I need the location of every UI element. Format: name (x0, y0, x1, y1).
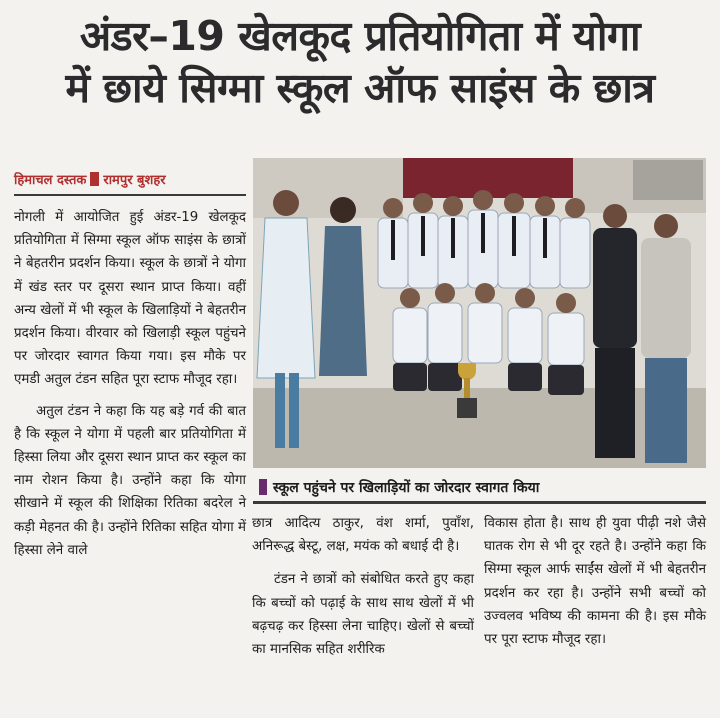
article-paragraph-5: विकास होता है। साथ ही युवा पीढ़ी नशे जैसे घातक रोग से भी दूर रहते है। उन्होंने कहा कि सिग्मा स्कूल आर्फ साईंस खेलों में भी बेहतरीन प्रदर्शन कर रहा है। उन्होंने सभी बच्चों को उज्वलव भविष्य की कामना की है। इस मौके पर पूरा स्टाफ मौजूद रहा। (484, 516, 706, 648)
byline-separator-square (90, 172, 99, 186)
article-paragraph-1: नोगली में आयोजित हुई अंडर-19 खेलकूद प्रतियोगिता में सिग्मा स्कूल ऑफ साइंस के छात्रों ने बेहतरीन प्रदर्शन किया। स्कूल के छात्रों ने योगा में खंड स्तर पर दूसरा स्थान प्राप्त किया। वहीं अन्य खेलों में भी स्कूल के खिलाड़ियों ने बेहतरीन प्रदर्शन किया। वीरवार को खिलाड़ी स्कूल पहुंचने पर जोरदार स्वागत किया गया। इस मौके पर एमडी अतुल टंडन सहित पूरा स्टाफ मौजूद रहा। (14, 210, 246, 388)
article-paragraph-2: अतुल टंडन ने कहा कि यह बड़े गर्व की बात है कि स्कूल ने योगा में पहली बार प्रतियोगिता में हिस्सा लिया और दूसरा स्थान प्राप्त कर स्कूल का नाम रोशन किया है। उन्होंने कहा कि योगा सीखाने में स्कूल की शिक्षिका रितिका बदरेल ने कड़ी मेहनत की है। उन्होंने रितिका सहित योगा में हिस्सा लेने वाले (14, 403, 246, 558)
article-paragraph-3: छात्र आदित्य ठाकुर, वंश शर्मा, पुवाँश, अनिरूद्ध बेस्टू, लक्ष, मयंक को बधाई दी है। (252, 516, 474, 555)
article-column-1 (14, 206, 246, 562)
headline-line-1: अंडर–19 खेलकूद प्रतियोगिता में योगा (79, 12, 641, 60)
group-photo-illustration (253, 158, 706, 468)
group-photo (253, 158, 706, 468)
byline-source: हिमाचल दस्तक (14, 173, 87, 188)
article-column-2 (252, 512, 474, 661)
byline-location: रामपुर बुशहर (103, 173, 166, 188)
headline-line-2: में छाये सिग्मा स्कूल ऑफ साइंस के छात्र (65, 64, 655, 112)
byline (14, 168, 246, 196)
photo-caption-text: स्कूल पहुंचने पर खिलाड़ियों का जोरदार स्वागत किया (273, 480, 540, 496)
photo-caption (253, 472, 706, 504)
caption-marker-square (259, 479, 267, 495)
headline (0, 10, 720, 114)
article-paragraph-4: टंडन ने छात्रों को संबोधित करते हुए कहा कि बच्चों को पढ़ाई के साथ साथ खेलों में भी बढ़चढ़ कर हिस्सा लेना चाहिए। खेलों से बच्चों का मानसिक सहित शरीरिक (252, 572, 474, 658)
article-column-3 (484, 512, 706, 651)
